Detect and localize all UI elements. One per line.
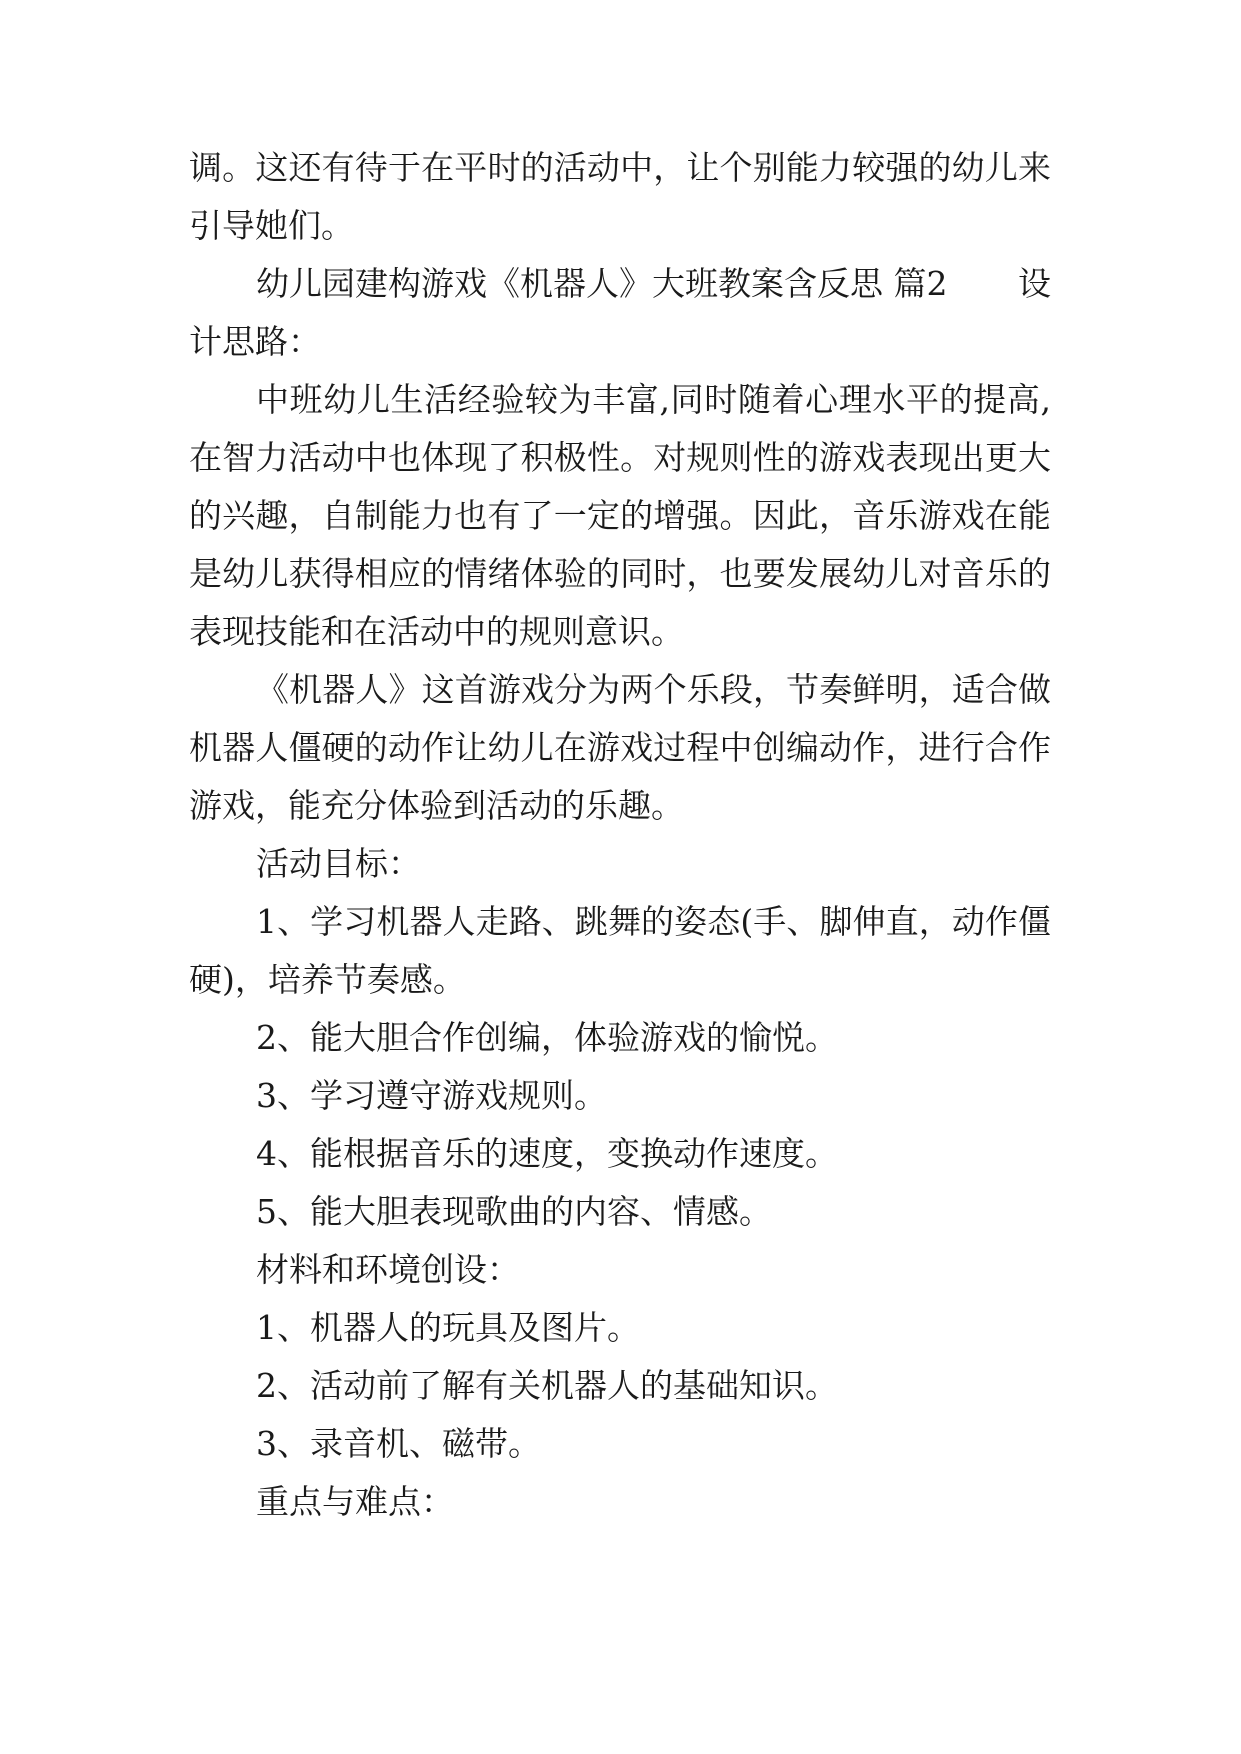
list-item: 1、机器人的玩具及图片。 — [256, 1308, 640, 1347]
section-heading — [256, 264, 1051, 304]
list-item: 3、录音机、磁带。 — [256, 1424, 541, 1463]
list-item: 1、学习机器人走路、跳舞的姿态(手、脚伸直，动作僵 — [256, 902, 1051, 941]
text-line: 的兴趣，自制能力也有了一定的增强。因此，音乐游戏在能 — [189, 496, 1051, 535]
text-line: 计思路： — [189, 322, 321, 361]
text-line: 硬)，培养节奏感。 — [189, 960, 466, 999]
list-item: 2、活动前了解有关机器人的基础知识。 — [256, 1366, 838, 1405]
section-heading-title: 幼儿园建构游戏《机器人》大班教案含反思 篇2 — [256, 264, 948, 303]
text-line: 《机器人》这首游戏分为两个乐段，节奏鲜明，适合做 — [256, 670, 1051, 709]
list-item: 4、能根据音乐的速度，变换动作速度。 — [256, 1134, 838, 1173]
text-line: 表现技能和在活动中的规则意识。 — [189, 612, 684, 651]
text-line: 调。这还有待于在平时的活动中，让个别能力较强的幼儿来 — [189, 148, 1051, 187]
subheading: 材料和环境创设： — [256, 1250, 520, 1289]
text-line: 游戏，能充分体验到活动的乐趣。 — [189, 786, 684, 825]
list-item: 5、能大胆表现歌曲的内容、情感。 — [256, 1192, 772, 1231]
text-line: 机器人僵硬的动作让幼儿在游戏过程中创编动作，进行合作 — [189, 728, 1051, 767]
text-line: 在智力活动中也体现了积极性。对规则性的游戏表现出更大 — [189, 438, 1051, 477]
text-line: 引导她们。 — [189, 206, 354, 245]
subheading: 活动目标： — [256, 844, 421, 883]
section-heading-tail: 设 — [1018, 264, 1051, 303]
text-line: 中班幼儿生活经验较为丰富,同时随着心理水平的提高, — [256, 380, 1051, 419]
list-item: 3、学习遵守游戏规则。 — [256, 1076, 607, 1115]
list-item: 2、能大胆合作创编，体验游戏的愉悦。 — [256, 1018, 838, 1057]
text-line: 是幼儿获得相应的情绪体验的同时，也要发展幼儿对音乐的 — [189, 554, 1051, 593]
subheading: 重点与难点： — [256, 1482, 454, 1521]
